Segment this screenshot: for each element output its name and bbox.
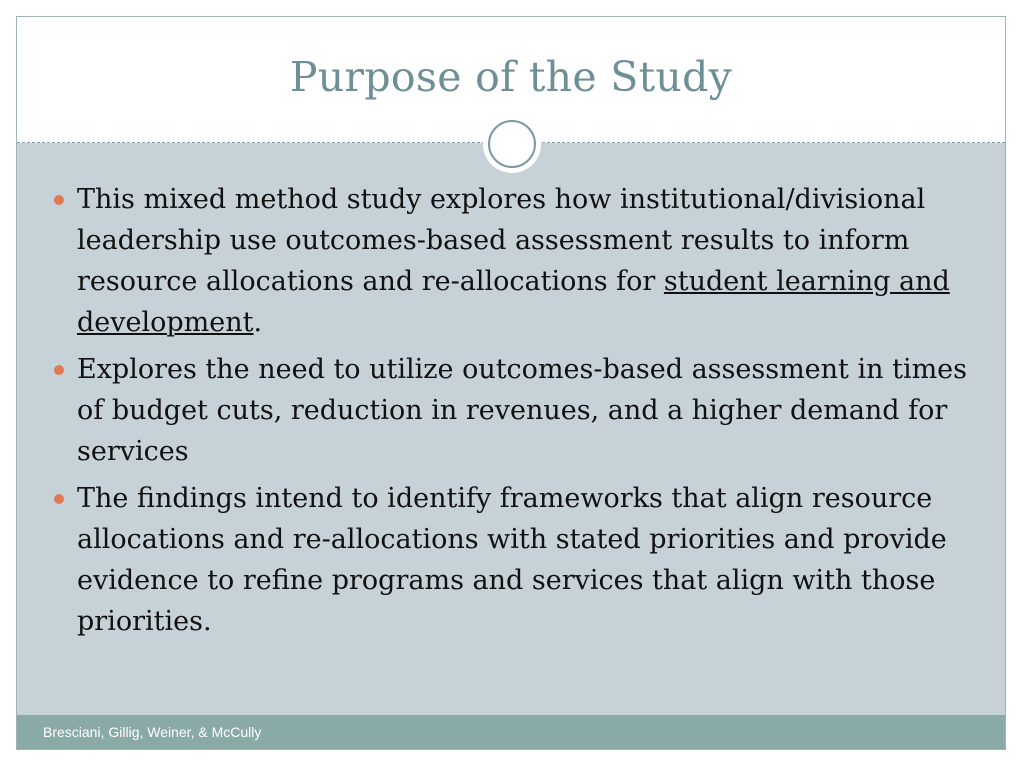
- footer-bar: [17, 715, 1005, 749]
- bullet-list: [51, 179, 976, 642]
- footer-authors: Bresciani, Gillig, Weiner, & McCully: [43, 724, 262, 740]
- bullet-item-3: [51, 478, 976, 642]
- slide-content: [51, 179, 976, 648]
- bullet-text: Explores the need to utilize outcomes-based assessment in times of budget cuts, reduction in revenues, and a higher demand for services: [77, 354, 968, 467]
- bullet-dot-icon: [54, 494, 64, 504]
- bullet-dot-icon: [54, 365, 64, 375]
- underlined-phrase: student learning and development: [77, 266, 950, 338]
- bullet-item-1: [51, 179, 976, 343]
- slide-title: Purpose of the Study: [289, 53, 733, 101]
- bullet-dot-icon: [54, 195, 64, 205]
- circle-ring-icon: [488, 120, 536, 168]
- slide: [16, 16, 1006, 750]
- bullet-item-2: [51, 349, 976, 472]
- bullet-text: This mixed method study explores how institutional/divisional leadership use outcomes-based assessment results to inform resource allocations and re-allocations for: [77, 184, 926, 297]
- bullet-text-end: .: [253, 307, 263, 338]
- bullet-text: The findings intend to identify frameworks that align resource allocations and re-allocations with stated priorities and provide evidence to refine programs and services that align with those priorities.: [77, 483, 947, 637]
